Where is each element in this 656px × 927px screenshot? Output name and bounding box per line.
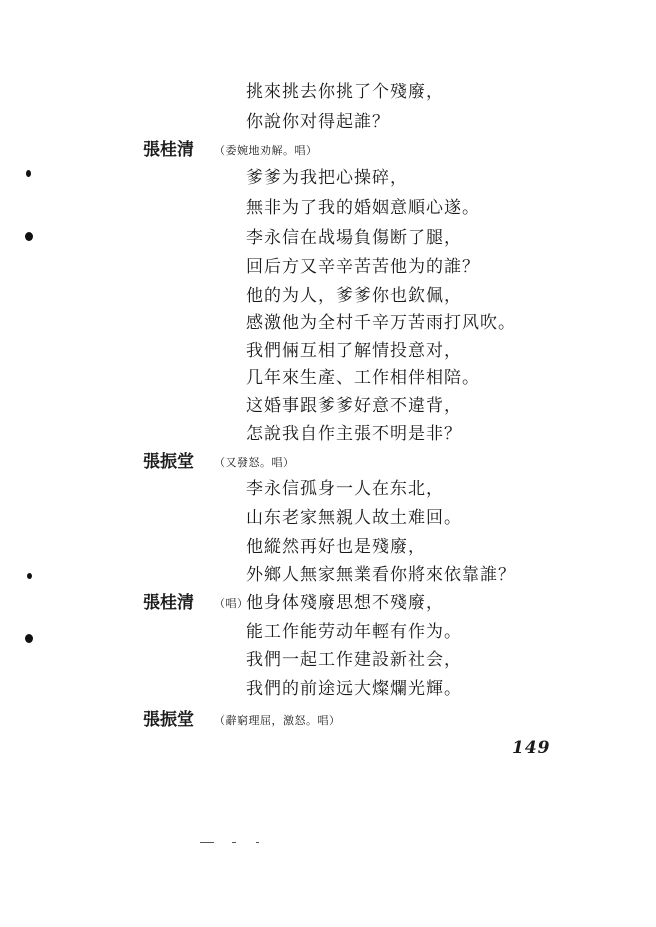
verse-line: 我們倆互相了解情投意对， <box>246 341 462 361</box>
scan-speck <box>256 842 259 843</box>
speaker-name: 張桂清 <box>143 140 194 160</box>
verse-line: 你說你对得起誰？ <box>246 112 390 132</box>
scan-mark <box>26 170 31 177</box>
verse-line: 山东老家無親人故土难回。 <box>246 508 462 528</box>
verse-line: 回后方又辛辛苦苦他为的誰？ <box>246 257 480 277</box>
verse-line: 他縱然再好也是殘廢， <box>246 537 426 557</box>
speaker-name: 張桂清 <box>143 593 194 613</box>
page-number: 149 <box>512 738 551 758</box>
verse-line: 能工作能劳动年輕有作为。 <box>246 622 462 642</box>
verse-line: 我們的前途远大燦爛光輝。 <box>246 679 462 699</box>
verse-line: 李永信在战場負傷断了腿， <box>246 228 462 248</box>
verse-line: 这婚事跟爹爹好意不違背， <box>246 396 462 416</box>
verse-line: 外鄉人無家無業看你將來依靠誰？ <box>246 565 516 585</box>
verse-line: 李永信孤身一人在东北， <box>246 479 444 499</box>
verse-line: 他的为人，爹爹你也欽佩， <box>246 286 462 306</box>
scan-mark <box>27 573 32 579</box>
binding-hole-mark <box>25 634 33 643</box>
speaker-name: 張振堂 <box>143 710 194 730</box>
verse-line: 他身体殘廢思想不殘廢， <box>246 593 444 613</box>
verse-line: 几年來生產、工作相伴相陪。 <box>246 368 480 388</box>
stage-direction: （委婉地劝解。唱） <box>214 144 318 157</box>
stage-direction: （辭窮理屈，激怒。唱） <box>214 714 341 727</box>
stage-direction: （又發怒。唱） <box>214 456 295 469</box>
verse-line: 爹爹为我把心操碎， <box>246 168 408 188</box>
binding-hole-mark <box>25 232 33 241</box>
verse-line: 我們一起工作建設新社会， <box>246 650 462 670</box>
scan-speck <box>200 842 214 843</box>
verse-line: 感激他为全村千辛万苦雨打风吹。 <box>246 313 516 333</box>
speaker-name: 張振堂 <box>143 452 194 472</box>
stage-direction: （唱） <box>214 597 249 610</box>
verse-line: 挑來挑去你挑了个殘廢， <box>246 82 444 102</box>
scan-speck <box>232 842 236 843</box>
verse-line: 怎說我自作主張不明是非？ <box>246 424 462 444</box>
verse-line: 無非为了我的婚姻意順心遂。 <box>246 198 480 218</box>
